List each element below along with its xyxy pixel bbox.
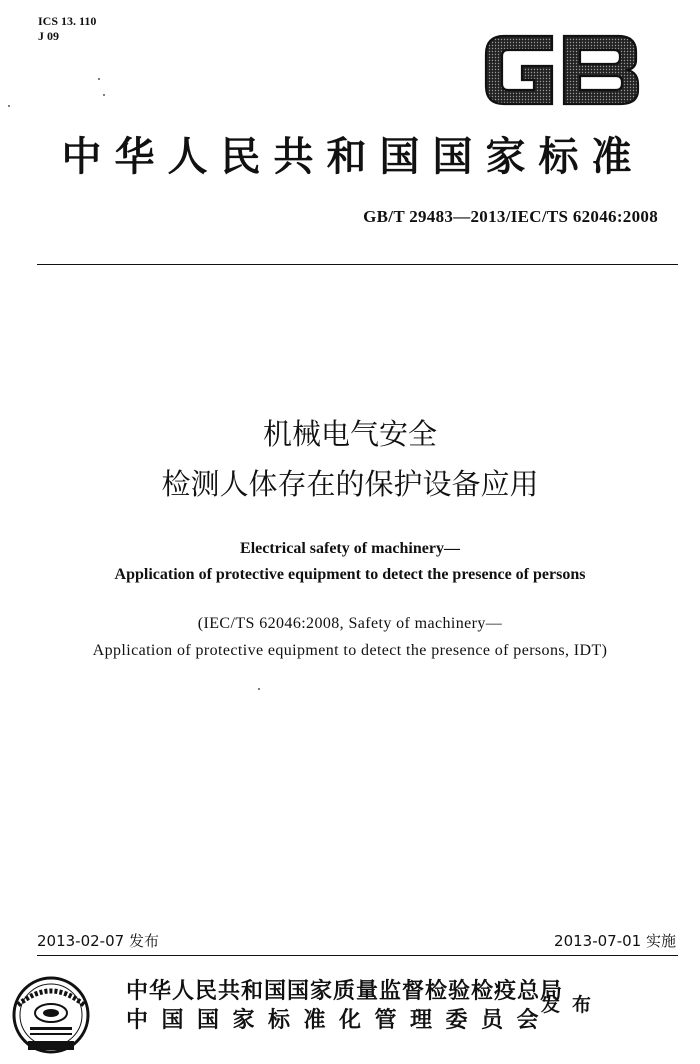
footer-divider	[37, 955, 678, 956]
cn-title-line-1: 机械电气安全	[262, 417, 437, 451]
scan-speck	[258, 688, 260, 690]
gb-logo-letter-b	[564, 36, 638, 104]
issuer-line-1: 中华人民共和国国家质量监督检验检疫总局	[126, 978, 564, 1004]
scan-speck	[103, 94, 105, 96]
standard-number: GB/T 29483—2013/IEC/TS 62046:2008	[363, 207, 658, 226]
standard-type-title: 中华人民共和国国家标准	[61, 133, 645, 180]
gb-logo	[482, 32, 642, 108]
ccs-code: J 09	[38, 29, 59, 43]
adoption-note-line-1: (IEC/TS 62046:2008, Safety of machinery—	[197, 615, 503, 632]
en-title-line-1: Electrical safety of machinery—	[240, 540, 460, 557]
scan-speck	[8, 105, 10, 107]
issuer-line-2: 中国国家标准化管理委员会	[126, 1007, 553, 1033]
publish-label: 发布	[541, 994, 604, 1016]
en-title-line-2: Application of protective equipment to detect the presence of persons	[114, 566, 586, 583]
scan-speck	[98, 78, 100, 80]
gb-logo-letter-g	[486, 36, 552, 104]
header-divider	[37, 264, 678, 265]
adoption-note-line-2: Application of protective equipment to detect the presence of persons, IDT)	[92, 642, 608, 659]
classification-codes	[38, 14, 96, 44]
cn-title-line-2: 检测人体存在的保护设备应用	[161, 467, 539, 501]
ics-code: ICS 13. 110	[38, 14, 97, 28]
issue-date: 2013-02-07 发布	[37, 932, 159, 950]
anti-counterfeit-seal	[8, 975, 94, 1055]
implementation-date: 2013-07-01 实施	[554, 932, 676, 950]
